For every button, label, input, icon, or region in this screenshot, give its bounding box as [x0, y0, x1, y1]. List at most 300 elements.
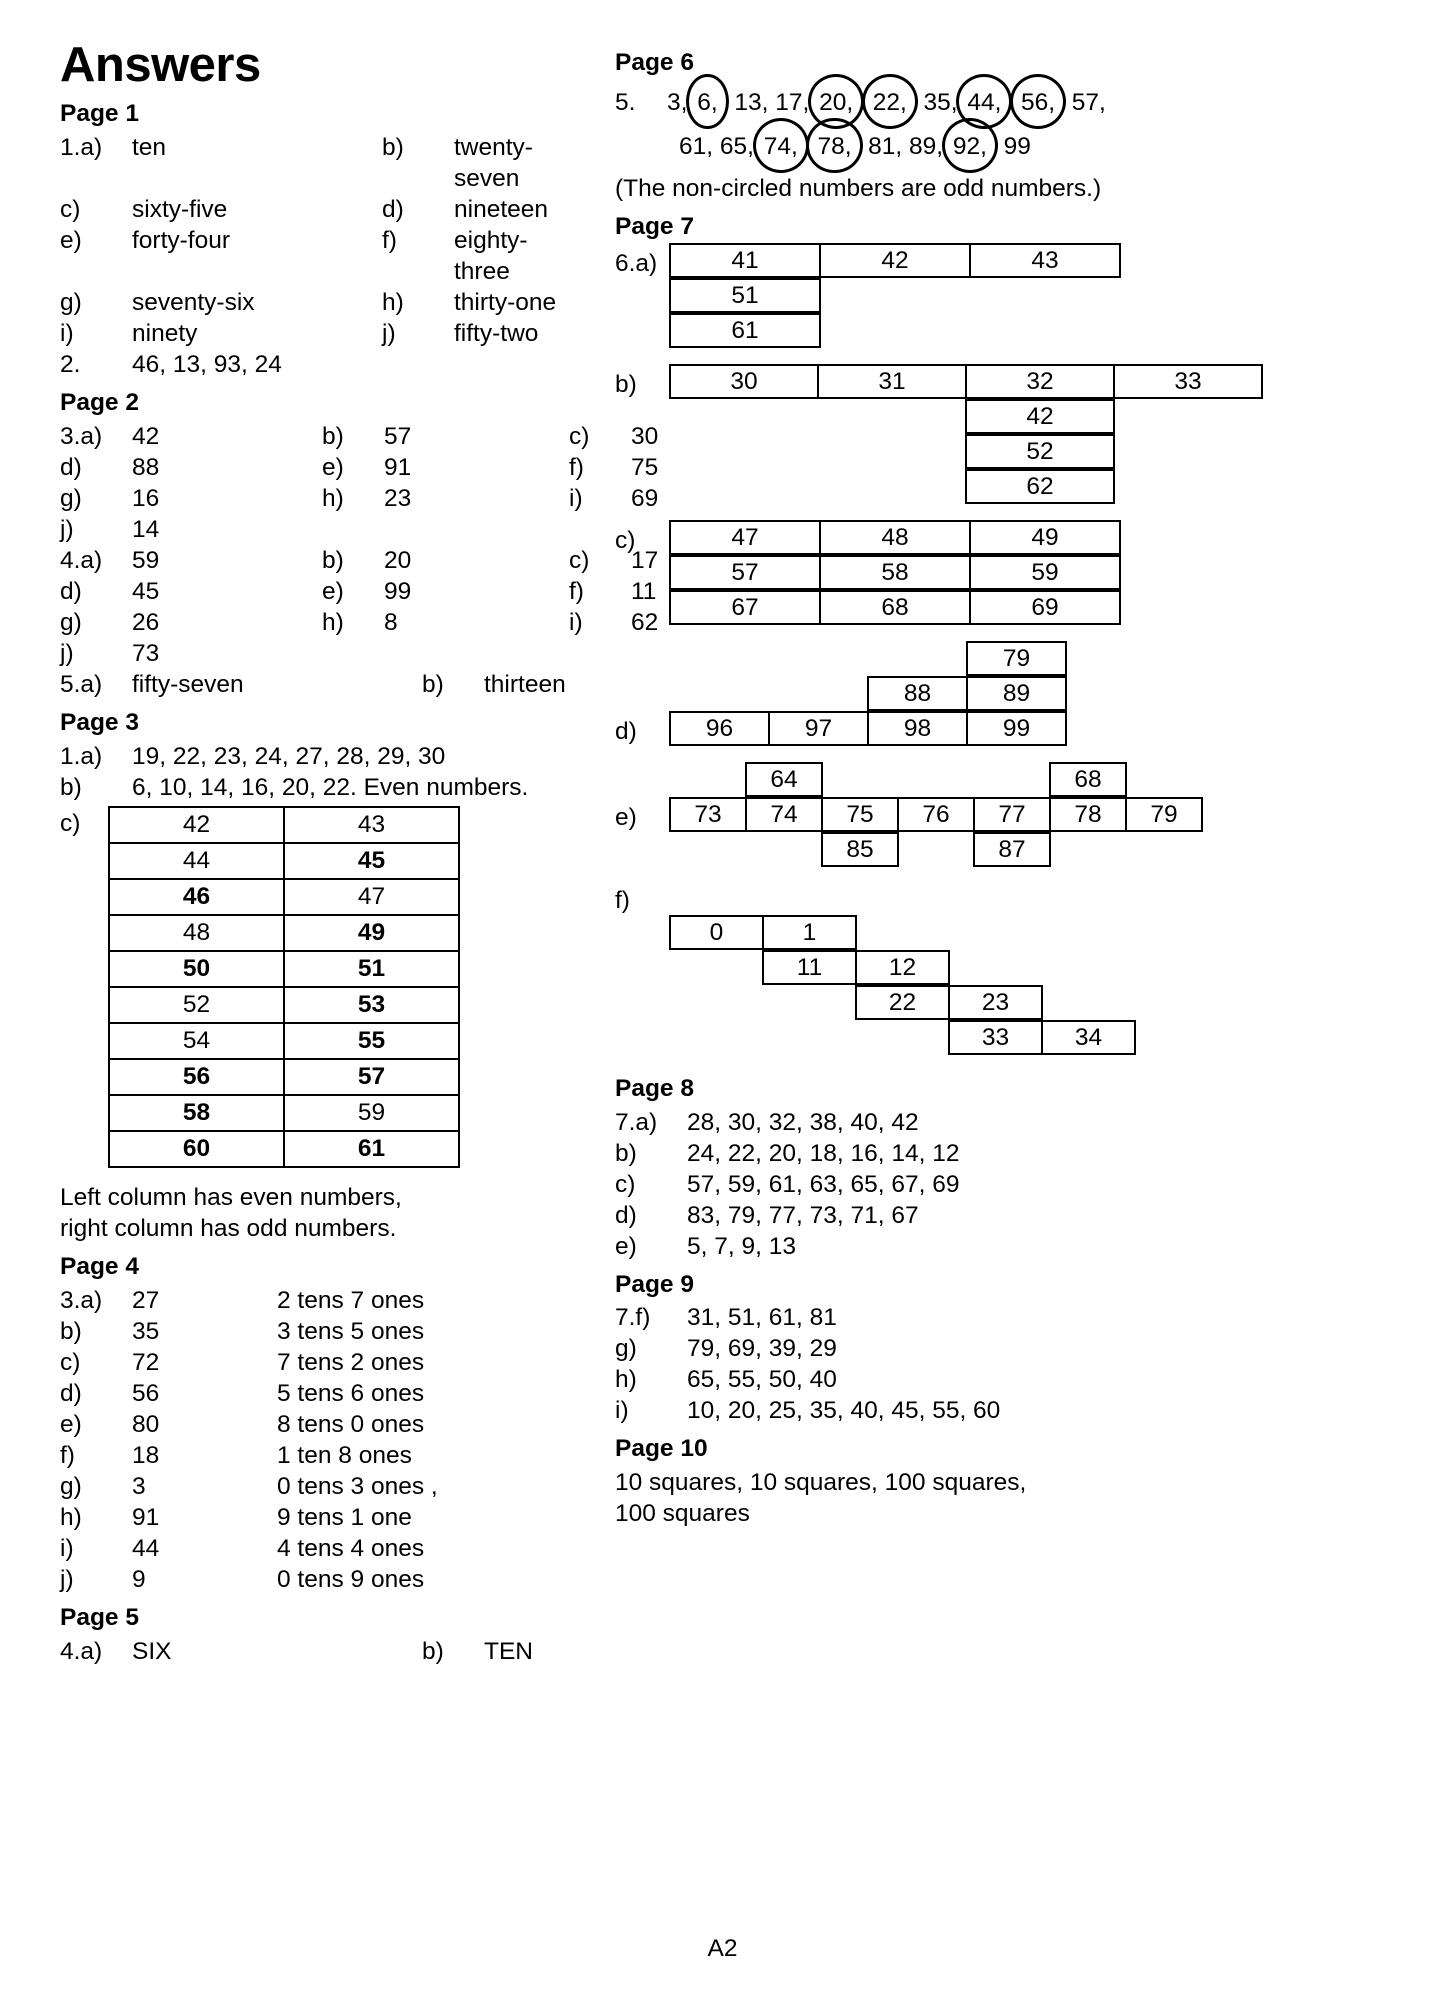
page9-answer-list — [615, 1302, 1175, 1426]
table-row — [109, 1023, 459, 1059]
answer-value: seventy-six — [132, 289, 255, 317]
table-row — [109, 1131, 459, 1167]
grid-cell: 79 — [966, 641, 1068, 676]
section-heading-page8: Page 8 — [615, 1074, 694, 1102]
answer-label: d) — [382, 196, 404, 224]
answer-value: twenty-seven — [454, 134, 533, 193]
table-row — [109, 843, 459, 879]
table-cell: 59 — [284, 1095, 459, 1131]
answer-label: c) — [569, 423, 590, 451]
answer-label: c) — [569, 547, 590, 575]
answer-value: thirty-one — [454, 289, 557, 317]
answer-value: 91 — [132, 1503, 160, 1531]
answer-row — [60, 545, 659, 576]
answer-label: 4.a) — [60, 1637, 103, 1665]
answer-value: 45 — [132, 578, 160, 606]
answer-description: 0 tens 3 ones , — [277, 1472, 438, 1500]
answer-value: 5, 7, 9, 13 — [687, 1232, 796, 1260]
circled-number: 6, — [694, 81, 720, 125]
grid-cell: 61 — [669, 313, 822, 348]
grid-cell: 68 — [1049, 762, 1128, 797]
page7-grid-container — [615, 245, 1202, 1057]
answer-description: 7 tens 2 ones — [277, 1348, 425, 1376]
answer-value: 88 — [132, 454, 160, 482]
plain-number: 99 — [1003, 132, 1031, 160]
answer-value: SIX — [132, 1637, 172, 1665]
note-line: Left column has even numbers, — [60, 1183, 402, 1211]
right-column — [615, 40, 1202, 1529]
circled-number: 22, — [870, 81, 910, 125]
answer-label: g) — [60, 1472, 82, 1500]
answer-label: b) — [60, 773, 82, 801]
answer-label: d) — [60, 1379, 82, 1407]
answer-value: 69 — [631, 485, 659, 513]
grid-cell: 85 — [821, 832, 900, 867]
note-line: right column has odd numbers. — [60, 1214, 397, 1242]
answer-value: 30 — [631, 423, 659, 451]
answer-label: b) — [422, 671, 444, 699]
grid-cell: 30 — [669, 364, 820, 399]
spacer — [809, 89, 816, 116]
grid-cell: 42 — [965, 399, 1116, 434]
number-strip-grid — [615, 764, 1178, 869]
answer-value: 79, 69, 39, 29 — [687, 1335, 837, 1363]
grid-body — [670, 245, 1175, 350]
answer-label: g) — [60, 609, 82, 637]
answer-value: 14 — [132, 516, 160, 544]
table-cell: 58 — [109, 1095, 284, 1131]
answer-label: h) — [615, 1366, 637, 1394]
table-cell: 51 — [284, 951, 459, 987]
grid-label: b) — [615, 370, 637, 398]
answer-value: 83, 79, 77, 73, 71, 67 — [687, 1201, 919, 1229]
grid-cell: 32 — [965, 364, 1116, 399]
answer-value: nineteen — [454, 196, 549, 224]
answer-label: 7.f) — [615, 1304, 651, 1332]
table-cell: 49 — [284, 915, 459, 951]
spacer — [687, 89, 694, 116]
page-title: Answers — [60, 38, 261, 92]
page2-answer-list — [60, 421, 659, 700]
table-cell: 45 — [284, 843, 459, 879]
two-column-layout — [55, 40, 1390, 1667]
page-footer: A2 — [707, 1935, 738, 1962]
answer-value: TEN — [484, 1637, 533, 1665]
circled-number: 92, — [950, 125, 990, 169]
answer-label: 1.a) — [60, 134, 103, 162]
answer-value: 42 — [132, 423, 160, 451]
number-strip-grid — [615, 366, 1202, 506]
grid-cell: 74 — [745, 797, 824, 832]
spacer — [943, 133, 950, 160]
grid-cell: 43 — [969, 243, 1122, 278]
spacer — [958, 89, 965, 116]
grid-cell: 87 — [973, 832, 1052, 867]
answer-row — [60, 638, 565, 669]
answer-row — [60, 1378, 565, 1409]
table-row — [109, 807, 459, 843]
answer-description: 5 tens 6 ones — [277, 1379, 425, 1407]
answer-label: f) — [569, 578, 584, 606]
answer-label: e) — [322, 578, 344, 606]
grid-cell: 73 — [669, 797, 748, 832]
answer-description: 4 tens 4 ones — [277, 1534, 425, 1562]
grid-cell: 51 — [669, 278, 822, 313]
answer-description: 2 tens 7 ones — [277, 1286, 425, 1314]
answer-label: g) — [60, 485, 82, 513]
grid-body — [670, 366, 1202, 506]
grid-cell: 42 — [819, 243, 972, 278]
answer-row — [615, 1395, 1175, 1426]
answer-row — [60, 576, 657, 607]
page8-answer-list — [615, 1107, 1175, 1262]
answer-value: 19, 22, 23, 24, 27, 28, 29, 30 — [132, 742, 446, 770]
answer-row — [60, 514, 565, 545]
grid-body — [670, 522, 1175, 627]
answer-row — [60, 1347, 565, 1378]
grid-cell: 75 — [821, 797, 900, 832]
answer-value: 28, 30, 32, 38, 40, 42 — [687, 1108, 919, 1136]
answer-value: 62 — [631, 609, 659, 637]
answer-value: forty-four — [132, 227, 231, 255]
table-cell: 55 — [284, 1023, 459, 1059]
table-cell: 60 — [109, 1131, 284, 1167]
page4-answer-list — [60, 1285, 565, 1595]
answer-label: g) — [615, 1335, 637, 1363]
grid-body — [670, 917, 1175, 1057]
spacer — [902, 133, 909, 160]
answer-label: h) — [322, 609, 344, 637]
grid-label: 6.a) — [615, 249, 658, 277]
table-cell: 46 — [109, 879, 284, 915]
answer-label: b) — [322, 547, 344, 575]
answer-label: h) — [60, 1503, 82, 1531]
spacer — [1004, 89, 1018, 116]
answer-label: e) — [322, 454, 344, 482]
answer-value: 6, 10, 14, 16, 20, 22. Even numbers. — [132, 773, 529, 801]
answer-row — [615, 1138, 1175, 1169]
answer-value: 75 — [631, 454, 659, 482]
answer-row — [60, 669, 565, 700]
answer-label: j) — [382, 320, 396, 348]
answer-value: 3 — [132, 1472, 146, 1500]
answer-value: thirteen — [484, 671, 566, 699]
answer-row — [60, 1471, 565, 1502]
answer-label: c) — [615, 1170, 636, 1198]
grid-cell: 52 — [965, 434, 1116, 469]
grid-cell: 78 — [1049, 797, 1128, 832]
answer-value: 35 — [132, 1317, 160, 1345]
answer-value: fifty-two — [454, 320, 539, 348]
answer-value: eighty-three — [454, 227, 528, 286]
spacer — [910, 89, 924, 116]
section-heading-page10: Page 10 — [615, 1435, 708, 1463]
table-cell: 52 — [109, 987, 284, 1023]
answer-label: i) — [60, 320, 74, 348]
spacer — [855, 133, 869, 160]
plain-number: 35, — [923, 88, 958, 116]
plain-number: 57, — [1071, 88, 1106, 116]
answer-label: j) — [60, 1565, 74, 1593]
answer-label: d) — [615, 1201, 637, 1229]
section-heading-page3: Page 3 — [60, 709, 139, 737]
plain-number: 89, — [909, 132, 944, 160]
table-cell: 47 — [284, 879, 459, 915]
grid-cell: 22 — [855, 985, 951, 1020]
answer-row — [60, 1409, 565, 1440]
grid-cell: 58 — [819, 555, 972, 590]
table-cell: 50 — [109, 951, 284, 987]
table-cell: 61 — [284, 1131, 459, 1167]
answer-value: 99 — [384, 578, 412, 606]
spacer — [990, 133, 1004, 160]
page6-note: (The non-circled numbers are odd numbers.) — [615, 174, 1102, 202]
page10-line: 10 squares, 10 squares, 100 squares, — [615, 1469, 1027, 1497]
answer-label: b) — [422, 1637, 444, 1665]
grid-cell: 47 — [669, 520, 822, 555]
answer-row — [60, 194, 565, 225]
answer-label: b) — [322, 423, 344, 451]
table-cell: 48 — [109, 915, 284, 951]
section-heading-page4: Page 4 — [60, 1252, 139, 1280]
answer-label: e) — [615, 1232, 637, 1260]
answer-value: 11 — [631, 578, 657, 606]
table-row — [109, 951, 459, 987]
answer-value: 59 — [132, 547, 160, 575]
answer-label: c) — [60, 1348, 81, 1376]
grid-cell: 79 — [1125, 797, 1204, 832]
grid-cell: 97 — [768, 711, 870, 746]
number-strip-grid — [615, 885, 1175, 1057]
answer-value: sixty-five — [132, 196, 228, 224]
answer-row — [615, 1231, 1175, 1262]
even-odd-number-table — [108, 806, 460, 1168]
answer-row — [60, 349, 565, 380]
grid-cell: 23 — [948, 985, 1044, 1020]
grid-label: c) — [615, 526, 636, 554]
answer-row — [60, 1502, 565, 1533]
answer-label: b) — [382, 134, 404, 162]
section-heading-page6: Page 6 — [615, 49, 694, 76]
spacer — [801, 133, 815, 160]
grid-cell: 77 — [973, 797, 1052, 832]
plain-number: 61, — [679, 132, 714, 160]
grid-cell: 89 — [966, 676, 1068, 711]
grid-cell: 33 — [1113, 364, 1264, 399]
grid-cell: 98 — [867, 711, 969, 746]
answer-label: 3.a) — [60, 1286, 103, 1314]
number-strip-grid — [615, 522, 1175, 627]
answer-row — [60, 132, 565, 194]
circled-number: 78, — [814, 125, 854, 169]
answer-description: 8 tens 0 ones — [277, 1410, 425, 1438]
answer-label: f) — [569, 454, 584, 482]
grid-cell: 96 — [669, 711, 771, 746]
answer-value: 73 — [132, 640, 160, 668]
section-heading-page2: Page 2 — [60, 389, 139, 417]
answer-row — [60, 1316, 565, 1347]
answer-description: 3 tens 5 ones — [277, 1317, 425, 1345]
answer-label: i) — [569, 485, 583, 513]
answer-value: ten — [132, 134, 167, 162]
answer-row — [60, 1636, 565, 1667]
answer-row — [615, 1200, 1175, 1231]
answer-value: 91 — [384, 454, 412, 482]
section-heading-page7: Page 7 — [615, 212, 694, 240]
table-cell: 54 — [109, 1023, 284, 1059]
circled-number: 74, — [761, 125, 801, 169]
grid-cell: 59 — [969, 555, 1122, 590]
answer-value: 80 — [132, 1410, 160, 1438]
grid-cell: 76 — [897, 797, 976, 832]
answer-value: 8 — [384, 609, 398, 637]
answer-label: d) — [60, 578, 82, 606]
answer-value: 27 — [132, 1286, 160, 1314]
number-strip-grid — [615, 643, 1175, 748]
page6-sequence-line-1 — [615, 81, 1175, 125]
answer-label: 5.a) — [60, 671, 103, 699]
plain-number: 81, — [868, 132, 903, 160]
circled-number: 20, — [816, 81, 856, 125]
grid-body — [670, 764, 1178, 869]
answer-row — [60, 1533, 565, 1564]
answer-row — [60, 452, 659, 483]
grid-cell: 41 — [669, 243, 822, 278]
grid-body — [670, 643, 1175, 748]
grid-cell: 99 — [966, 711, 1068, 746]
answer-value: 56 — [132, 1379, 160, 1407]
grid-label: e) — [615, 803, 637, 831]
spacer — [754, 133, 761, 160]
answer-label: d) — [60, 454, 82, 482]
spacer — [1058, 89, 1072, 116]
table-row — [109, 1059, 459, 1095]
answer-label: g) — [60, 289, 82, 317]
answer-value: 9 — [132, 1565, 146, 1593]
answer-row — [615, 1364, 1175, 1395]
answer-label: c) — [60, 196, 81, 224]
page3-note — [60, 1182, 565, 1244]
answer-row — [60, 421, 659, 452]
answer-value: 72 — [132, 1348, 160, 1376]
table-row — [109, 987, 459, 1023]
answer-row — [615, 1107, 1175, 1138]
table-cell: 53 — [284, 987, 459, 1023]
grid-cell: 69 — [969, 590, 1122, 625]
table-cell: 42 — [109, 807, 284, 843]
answer-value: 16 — [132, 485, 160, 513]
answer-value: 46, 13, 93, 24 — [132, 351, 282, 379]
page6-sequence-line-2 — [615, 125, 1175, 169]
spacer — [713, 133, 720, 160]
grid-cell: 64 — [745, 762, 824, 797]
circled-number: 44, — [964, 81, 1004, 125]
answer-label: h) — [322, 485, 344, 513]
answer-value: 31, 51, 61, 81 — [687, 1304, 837, 1332]
answer-value: 18 — [132, 1441, 160, 1469]
answer-value: fifty-seven — [132, 671, 244, 699]
answer-label: j) — [60, 516, 74, 544]
answer-row — [60, 772, 565, 803]
answer-label: i) — [60, 1534, 74, 1562]
answer-row — [60, 1564, 565, 1595]
table-cell: 56 — [109, 1059, 284, 1095]
grid-cell: 11 — [762, 950, 858, 985]
answer-description: 9 tens 1 one — [277, 1503, 412, 1531]
answer-row — [60, 607, 659, 638]
answer-value: 44 — [132, 1534, 160, 1562]
answer-label: c) — [60, 809, 81, 837]
answer-row — [60, 741, 565, 772]
answer-value: 23 — [384, 485, 412, 513]
answer-label: e) — [60, 1410, 82, 1438]
answer-row — [60, 318, 565, 349]
table-row — [109, 915, 459, 951]
grid-label: f) — [615, 886, 630, 914]
grid-cell: 62 — [965, 469, 1116, 504]
answer-label: 4.a) — [60, 547, 103, 575]
answer-value: ninety — [132, 320, 198, 348]
grid-cell: 33 — [948, 1020, 1044, 1055]
answer-value: 57, 59, 61, 63, 65, 67, 69 — [687, 1170, 960, 1198]
answer-description: 1 ten 8 ones — [277, 1441, 412, 1469]
answer-row — [60, 287, 565, 318]
answer-value: 65, 55, 50, 40 — [687, 1366, 837, 1394]
answer-label: 7.a) — [615, 1108, 658, 1136]
answer-label: b) — [60, 1317, 82, 1345]
answer-label: i) — [615, 1397, 629, 1425]
answer-row — [615, 1333, 1175, 1364]
answer-label: f) — [60, 1441, 75, 1469]
answer-label: h) — [382, 289, 404, 317]
grid-cell: 34 — [1041, 1020, 1137, 1055]
section-heading-page5: Page 5 — [60, 1603, 139, 1631]
grid-cell: 88 — [867, 676, 969, 711]
answer-label: 5. — [615, 88, 636, 116]
section-heading-page9: Page 9 — [615, 1270, 694, 1298]
table-cell: 57 — [284, 1059, 459, 1095]
answer-label: i) — [569, 609, 583, 637]
answer-row — [615, 1169, 1175, 1200]
grid-cell: 12 — [855, 950, 951, 985]
grid-cell: 1 — [762, 915, 858, 950]
grid-cell: 57 — [669, 555, 822, 590]
answer-value: 10, 20, 25, 35, 40, 45, 55, 60 — [687, 1397, 1001, 1425]
number-strip-grid — [615, 245, 1175, 350]
answer-label: 2. — [60, 351, 81, 379]
answer-label: f) — [382, 227, 397, 255]
spacer — [721, 89, 735, 116]
table-row — [109, 1095, 459, 1131]
answer-label: 1.a) — [60, 742, 103, 770]
answer-description: 0 tens 9 ones — [277, 1565, 425, 1593]
answer-row — [60, 1440, 565, 1471]
table-cell: 43 — [284, 807, 459, 843]
answer-value: 57 — [384, 423, 412, 451]
answer-value: 17 — [631, 547, 659, 575]
answer-label: 3.a) — [60, 423, 103, 451]
answer-value: 24, 22, 20, 18, 16, 14, 12 — [687, 1139, 960, 1167]
table-cell: 44 — [109, 843, 284, 879]
table-row — [109, 879, 459, 915]
plain-number: 65, — [719, 132, 754, 160]
grid-label: d) — [615, 717, 637, 745]
answer-label: b) — [615, 1139, 637, 1167]
plain-number: 3, — [667, 88, 688, 116]
grid-cell: 68 — [819, 590, 972, 625]
answer-row — [60, 225, 565, 287]
answer-value: 20 — [384, 547, 412, 575]
